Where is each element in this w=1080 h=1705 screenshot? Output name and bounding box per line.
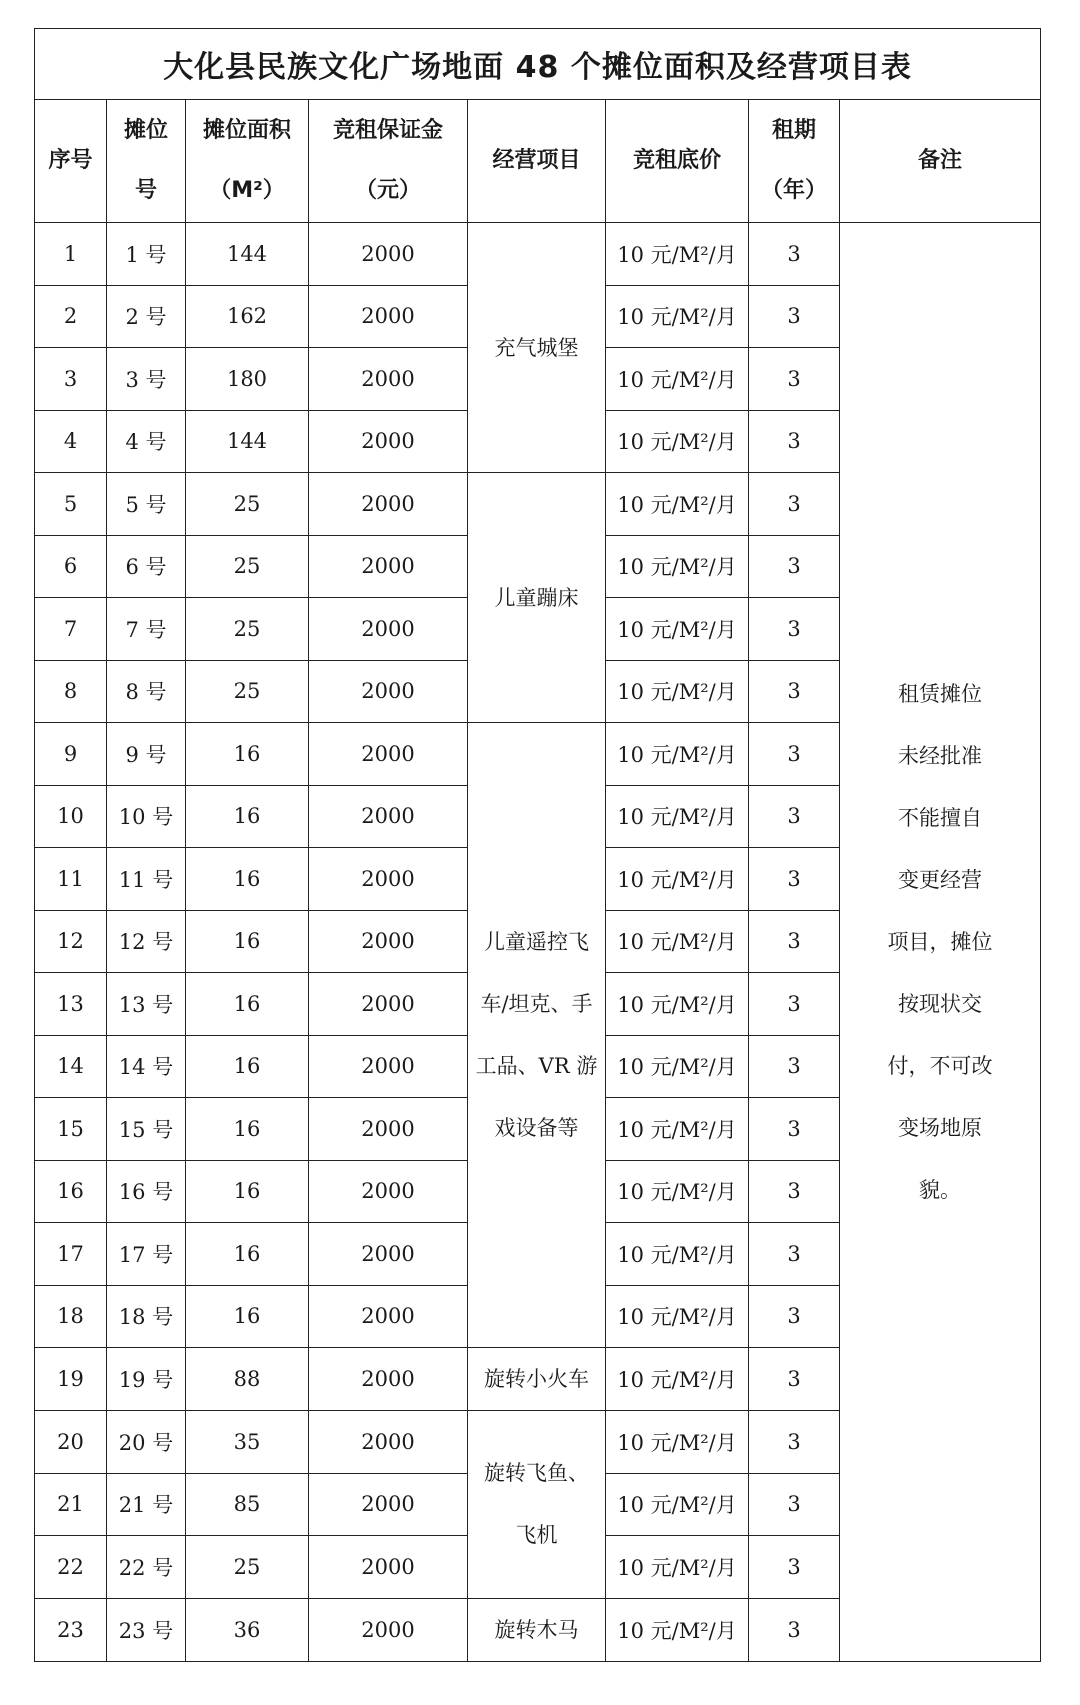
seq-cell: 4 bbox=[35, 410, 107, 473]
seq-cell: 12 bbox=[35, 910, 107, 973]
seq-cell: 17 bbox=[35, 1223, 107, 1286]
deposit-cell: 2000 bbox=[309, 1160, 468, 1223]
stall-cell: 13 号 bbox=[107, 973, 186, 1036]
area-cell: 16 bbox=[186, 1098, 309, 1161]
header-note bbox=[840, 100, 1041, 223]
project-cell bbox=[468, 223, 606, 473]
price-cell: 10 元/M²/月 bbox=[606, 410, 749, 473]
area-cell: 144 bbox=[186, 410, 309, 473]
seq-cell: 1 bbox=[35, 223, 107, 286]
seq-cell: 18 bbox=[35, 1285, 107, 1348]
stall-cell: 17 号 bbox=[107, 1223, 186, 1286]
deposit-cell: 2000 bbox=[309, 1348, 468, 1411]
seq-cell: 7 bbox=[35, 598, 107, 661]
project-cell bbox=[468, 723, 606, 1348]
deposit-cell: 2000 bbox=[309, 285, 468, 348]
seq-cell: 21 bbox=[35, 1473, 107, 1536]
deposit-cell: 2000 bbox=[309, 1411, 468, 1474]
price-cell: 10 元/M²/月 bbox=[606, 723, 749, 786]
term-cell: 3 bbox=[749, 1348, 840, 1411]
note-cell-line: 貌。 bbox=[919, 1177, 961, 1202]
note-cell-line: 付，不可改 bbox=[887, 1053, 993, 1078]
price-cell: 10 元/M²/月 bbox=[606, 473, 749, 536]
note-cell-line: 项目，摊位 bbox=[887, 929, 993, 954]
stall-table bbox=[34, 28, 1041, 1662]
deposit-cell: 2000 bbox=[309, 348, 468, 411]
seq-cell: 19 bbox=[35, 1348, 107, 1411]
price-cell: 10 元/M²/月 bbox=[606, 1160, 749, 1223]
deposit-cell: 2000 bbox=[309, 1223, 468, 1286]
area-cell: 16 bbox=[186, 1035, 309, 1098]
deposit-cell: 2000 bbox=[309, 410, 468, 473]
deposit-cell: 2000 bbox=[309, 598, 468, 661]
stall-cell: 18 号 bbox=[107, 1285, 186, 1348]
stall-cell: 2 号 bbox=[107, 285, 186, 348]
price-cell: 10 元/M²/月 bbox=[606, 1285, 749, 1348]
price-cell: 10 元/M²/月 bbox=[606, 1536, 749, 1599]
term-cell: 3 bbox=[749, 785, 840, 848]
area-cell: 16 bbox=[186, 973, 309, 1036]
note-cell-line: 不能擅自 bbox=[898, 805, 982, 830]
stall-cell: 1 号 bbox=[107, 223, 186, 286]
seq-cell: 23 bbox=[35, 1598, 107, 1661]
table-title: 大化县民族文化广场地面 48 个摊位面积及经营项目表 bbox=[35, 29, 1041, 100]
term-cell: 3 bbox=[749, 285, 840, 348]
header-area-line: （M²） bbox=[209, 178, 285, 203]
seq-cell: 5 bbox=[35, 473, 107, 536]
stall-cell: 6 号 bbox=[107, 535, 186, 598]
header-deposit-line: 竞租保证金 bbox=[332, 118, 443, 143]
term-cell: 3 bbox=[749, 1536, 840, 1599]
stall-cell: 4 号 bbox=[107, 410, 186, 473]
project-cell-line: 旋转木马 bbox=[494, 1617, 579, 1642]
note-cell-line: 未经批准 bbox=[898, 743, 982, 768]
term-cell: 3 bbox=[749, 223, 840, 286]
area-cell: 85 bbox=[186, 1473, 309, 1536]
header-seq-line: 序号 bbox=[48, 148, 93, 173]
area-cell: 16 bbox=[186, 1160, 309, 1223]
deposit-cell: 2000 bbox=[309, 973, 468, 1036]
note-cell-line: 变更经营 bbox=[898, 867, 982, 892]
seq-cell: 14 bbox=[35, 1035, 107, 1098]
seq-cell: 2 bbox=[35, 285, 107, 348]
table-body bbox=[35, 223, 1041, 1662]
header-project bbox=[468, 100, 606, 223]
seq-cell: 16 bbox=[35, 1160, 107, 1223]
deposit-cell: 2000 bbox=[309, 660, 468, 723]
deposit-cell: 2000 bbox=[309, 1035, 468, 1098]
term-cell: 3 bbox=[749, 1035, 840, 1098]
project-cell-line: 旋转飞鱼、 bbox=[484, 1461, 589, 1486]
project-cell-line: 儿童蹦床 bbox=[494, 585, 579, 610]
term-cell: 3 bbox=[749, 598, 840, 661]
stall-cell: 10 号 bbox=[107, 785, 186, 848]
deposit-cell: 2000 bbox=[309, 535, 468, 598]
project-cell-line: 车/坦克、手 bbox=[480, 992, 593, 1016]
term-cell: 3 bbox=[749, 660, 840, 723]
header-term-line: 租期 bbox=[771, 118, 816, 143]
note-cell-line: 按现状交 bbox=[898, 991, 982, 1016]
area-cell: 25 bbox=[186, 535, 309, 598]
stall-cell: 7 号 bbox=[107, 598, 186, 661]
header-stall bbox=[107, 100, 186, 223]
price-cell: 10 元/M²/月 bbox=[606, 1473, 749, 1536]
seq-cell: 3 bbox=[35, 348, 107, 411]
area-cell: 180 bbox=[186, 348, 309, 411]
price-cell: 10 元/M²/月 bbox=[606, 1348, 749, 1411]
price-cell: 10 元/M²/月 bbox=[606, 973, 749, 1036]
header-term-line: （年） bbox=[760, 178, 827, 203]
header-note-line: 备注 bbox=[918, 148, 963, 173]
project-cell bbox=[468, 1598, 606, 1661]
deposit-cell: 2000 bbox=[309, 473, 468, 536]
table-row bbox=[35, 223, 1041, 286]
area-cell: 16 bbox=[186, 1223, 309, 1286]
deposit-cell: 2000 bbox=[309, 785, 468, 848]
seq-cell: 11 bbox=[35, 848, 107, 911]
price-cell: 10 元/M²/月 bbox=[606, 223, 749, 286]
price-cell: 10 元/M²/月 bbox=[606, 660, 749, 723]
area-cell: 16 bbox=[186, 1285, 309, 1348]
seq-cell: 9 bbox=[35, 723, 107, 786]
deposit-cell: 2000 bbox=[309, 223, 468, 286]
header-term bbox=[749, 100, 840, 223]
project-cell-line: 儿童遥控飞 bbox=[484, 930, 589, 954]
stall-cell: 3 号 bbox=[107, 348, 186, 411]
term-cell: 3 bbox=[749, 1098, 840, 1161]
stall-cell: 11 号 bbox=[107, 848, 186, 911]
area-cell: 36 bbox=[186, 1598, 309, 1661]
stall-cell: 14 号 bbox=[107, 1035, 186, 1098]
deposit-cell: 2000 bbox=[309, 1098, 468, 1161]
stall-cell: 16 号 bbox=[107, 1160, 186, 1223]
note-cell-line: 变场地原 bbox=[898, 1115, 982, 1140]
price-cell: 10 元/M²/月 bbox=[606, 910, 749, 973]
price-cell: 10 元/M²/月 bbox=[606, 285, 749, 348]
header-price bbox=[606, 100, 749, 223]
stall-cell: 19 号 bbox=[107, 1348, 186, 1411]
term-cell: 3 bbox=[749, 1223, 840, 1286]
project-cell-line: 充气城堡 bbox=[494, 335, 579, 360]
price-cell: 10 元/M²/月 bbox=[606, 785, 749, 848]
area-cell: 16 bbox=[186, 848, 309, 911]
deposit-cell: 2000 bbox=[309, 1536, 468, 1599]
stall-cell: 8 号 bbox=[107, 660, 186, 723]
term-cell: 3 bbox=[749, 848, 840, 911]
stall-cell: 5 号 bbox=[107, 473, 186, 536]
area-cell: 162 bbox=[186, 285, 309, 348]
area-cell: 35 bbox=[186, 1411, 309, 1474]
price-cell: 10 元/M²/月 bbox=[606, 1035, 749, 1098]
project-cell-line: 飞机 bbox=[515, 1523, 558, 1548]
price-cell: 10 元/M²/月 bbox=[606, 1223, 749, 1286]
header-seq bbox=[35, 100, 107, 223]
price-cell: 10 元/M²/月 bbox=[606, 1598, 749, 1661]
header-project-line: 经营项目 bbox=[492, 148, 581, 173]
area-cell: 16 bbox=[186, 910, 309, 973]
note-cell-line: 租赁摊位 bbox=[898, 681, 982, 706]
header-area-line: 摊位面积 bbox=[202, 118, 291, 143]
term-cell: 3 bbox=[749, 910, 840, 973]
header-area bbox=[186, 100, 309, 223]
header-price-line: 竞租底价 bbox=[632, 148, 721, 173]
header-deposit bbox=[309, 100, 468, 223]
header-stall-line: 号 bbox=[134, 178, 157, 203]
area-cell: 25 bbox=[186, 473, 309, 536]
project-cell-line: 戏设备等 bbox=[494, 1116, 579, 1140]
deposit-cell: 2000 bbox=[309, 1598, 468, 1661]
seq-cell: 15 bbox=[35, 1098, 107, 1161]
stall-cell: 15 号 bbox=[107, 1098, 186, 1161]
area-cell: 144 bbox=[186, 223, 309, 286]
seq-cell: 13 bbox=[35, 973, 107, 1036]
term-cell: 3 bbox=[749, 1285, 840, 1348]
deposit-cell: 2000 bbox=[309, 1473, 468, 1536]
area-cell: 16 bbox=[186, 785, 309, 848]
document-page bbox=[34, 28, 1040, 1662]
price-cell: 10 元/M²/月 bbox=[606, 535, 749, 598]
term-cell: 3 bbox=[749, 973, 840, 1036]
term-cell: 3 bbox=[749, 535, 840, 598]
note-cell bbox=[840, 223, 1041, 1662]
seq-cell: 20 bbox=[35, 1411, 107, 1474]
price-cell: 10 元/M²/月 bbox=[606, 1098, 749, 1161]
term-cell: 3 bbox=[749, 348, 840, 411]
project-cell-line: 工品、VR 游 bbox=[475, 1054, 598, 1078]
area-cell: 25 bbox=[186, 598, 309, 661]
term-cell: 3 bbox=[749, 410, 840, 473]
term-cell: 3 bbox=[749, 473, 840, 536]
stall-cell: 22 号 bbox=[107, 1536, 186, 1599]
term-cell: 3 bbox=[749, 1160, 840, 1223]
project-cell bbox=[468, 1348, 606, 1411]
stall-cell: 23 号 bbox=[107, 1598, 186, 1661]
stall-cell: 12 号 bbox=[107, 910, 186, 973]
stall-cell: 9 号 bbox=[107, 723, 186, 786]
term-cell: 3 bbox=[749, 1473, 840, 1536]
deposit-cell: 2000 bbox=[309, 848, 468, 911]
area-cell: 25 bbox=[186, 660, 309, 723]
term-cell: 3 bbox=[749, 1411, 840, 1474]
seq-cell: 22 bbox=[35, 1536, 107, 1599]
stall-cell: 20 号 bbox=[107, 1411, 186, 1474]
seq-cell: 8 bbox=[35, 660, 107, 723]
area-cell: 16 bbox=[186, 723, 309, 786]
area-cell: 25 bbox=[186, 1536, 309, 1599]
stall-cell: 21 号 bbox=[107, 1473, 186, 1536]
term-cell: 3 bbox=[749, 1598, 840, 1661]
header-deposit-line: （元） bbox=[354, 178, 421, 203]
area-cell: 88 bbox=[186, 1348, 309, 1411]
price-cell: 10 元/M²/月 bbox=[606, 348, 749, 411]
deposit-cell: 2000 bbox=[309, 910, 468, 973]
price-cell: 10 元/M²/月 bbox=[606, 598, 749, 661]
seq-cell: 10 bbox=[35, 785, 107, 848]
project-cell bbox=[468, 1411, 606, 1599]
deposit-cell: 2000 bbox=[309, 1285, 468, 1348]
seq-cell: 6 bbox=[35, 535, 107, 598]
project-cell-line: 旋转小火车 bbox=[484, 1367, 589, 1391]
term-cell: 3 bbox=[749, 723, 840, 786]
deposit-cell: 2000 bbox=[309, 723, 468, 786]
header-row bbox=[35, 100, 1041, 223]
header-stall-line: 摊位 bbox=[123, 118, 168, 143]
project-cell bbox=[468, 473, 606, 723]
price-cell: 10 元/M²/月 bbox=[606, 1411, 749, 1474]
price-cell: 10 元/M²/月 bbox=[606, 848, 749, 911]
